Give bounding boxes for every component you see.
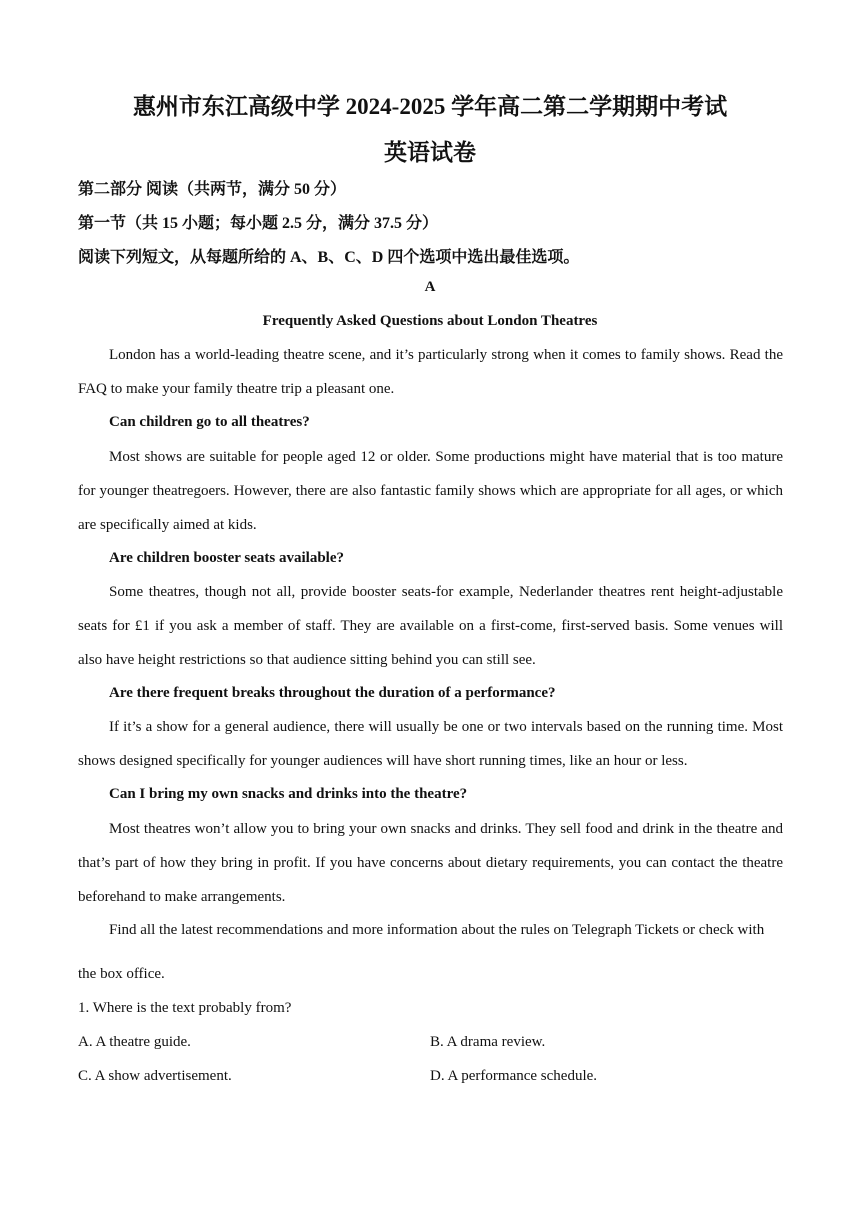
exam-subtitle: 英语试卷 (384, 140, 476, 165)
faq-answer: Most shows are suitable for people aged 12 or older. Some productions might have material that is too mature for younger theatregoers. However, there are also fantastic family shows which are appropriate for all ages, or which are specifically aimed at kids. (78, 449, 783, 533)
option-c: C. A show advertisement. (78, 1068, 232, 1084)
option-b: B. A drama review. (430, 1034, 546, 1050)
part-heading: 第二部分 阅读（共两节，满分 50 分） (78, 181, 347, 198)
faq-answer: Some theatres, though not all, provide booster seats-for example, Nederlander theatres rent height-adjustable seats for £1 if you ask a member of staff. They are available on a first-come, first-served basis. Some venues will also have height restrictions so that audience sitting behind you can still see. (78, 584, 783, 668)
question-stem: 1. Where is the text probably from? (78, 1000, 292, 1016)
faq-answer: If it’s a show for a general audience, there will usually be one or two intervals based on the running time. Most shows designed specifically for younger audiences will have short running times, like an hour or less. (78, 719, 783, 769)
passage-title: Frequently Asked Questions about London Theatres (262, 313, 598, 329)
passage-closing: Find all the latest recommendations and more information about the rules on Telegraph Tickets or check with (109, 922, 765, 938)
passage-intro: London has a world-leading theatre scene, and it’s particularly strong when it comes to family shows. Read the FAQ to make your family theatre trip a pleasant one. (78, 347, 783, 397)
exam-title: 惠州市东江高级中学 2024-2025 学年高二第二学期期中考试 (132, 94, 728, 119)
faq-question: Can children go to all theatres? (109, 414, 310, 430)
faq-question: Are there frequent breaks throughout the duration of a performance? (109, 685, 556, 701)
faq-answer: Most theatres won’t allow you to bring your own snacks and drinks. They sell food and drink in the theatre and that’s part of how they bring in profit. If you have concerns about dietary requirements, you can contact the theatre beforehand to make arrangements. (78, 821, 783, 905)
passage-label: A (424, 279, 436, 295)
faq-question: Can I bring my own snacks and drinks into the theatre? (109, 786, 468, 802)
section-heading: 第一节（共 15 小题；每小题 2.5 分，满分 37.5 分） (78, 215, 439, 232)
passage-closing-end: the box office. (78, 966, 165, 982)
option-d: D. A performance schedule. (430, 1068, 598, 1084)
option-a: A. A theatre guide. (78, 1034, 191, 1050)
instructions: 阅读下列短文，从每题所给的 A、B、C、D 四个选项中选出最佳选项。 (78, 249, 580, 266)
faq-question: Are children booster seats available? (109, 550, 344, 566)
